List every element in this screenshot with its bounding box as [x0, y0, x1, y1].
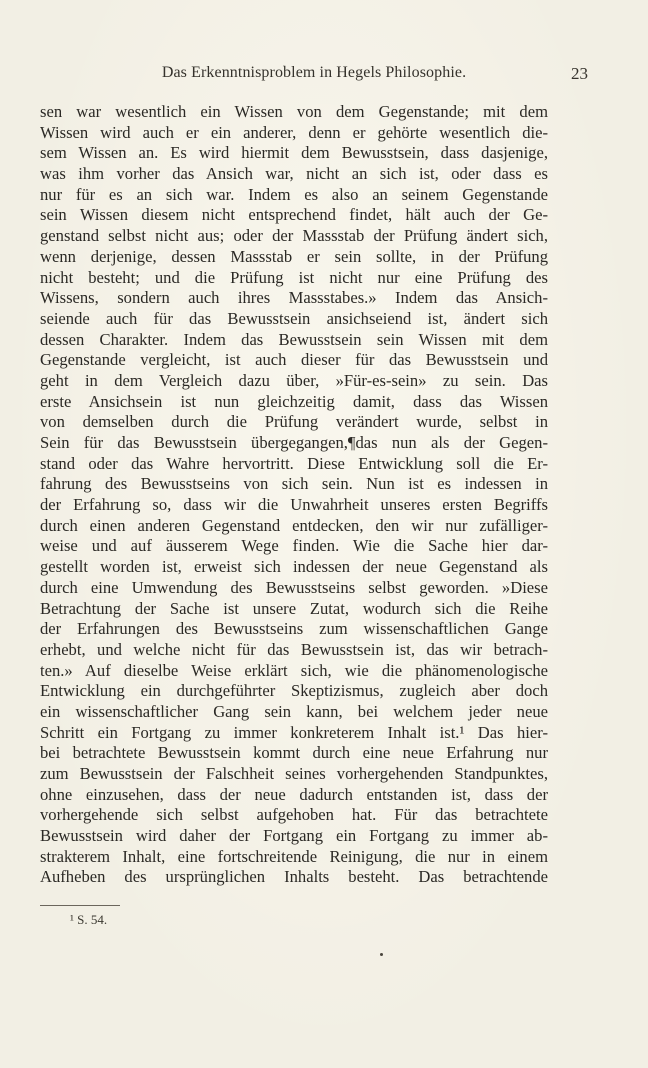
body-text — [40, 102, 548, 888]
text-line: fahrung des Bewusstseins von sich sein. Nun ist es indessen in — [40, 474, 548, 494]
text-line: was ihm vorher das Ansich war, nicht an sich ist, oder dass es — [40, 164, 548, 184]
text-line: bei betrachtete Bewusstsein kommt durch eine neue Erfahrung nur — [40, 743, 548, 763]
print-speck — [380, 953, 383, 956]
text-line: durch eine Umwendung des Bewusstseins selbst geworden. »Diese — [40, 577, 548, 597]
text-line: durch einen anderen Gegenstand entdecken, den wir nur zufälliger- — [40, 515, 548, 535]
text-line: erste Ansichsein ist nun gleichzeitig damit, dass das Wissen — [40, 391, 548, 411]
text-line: seiende auch für das Bewusstsein ansichseiend ist, ändert sich — [40, 308, 548, 328]
running-title: Das Erkenntnisproblem in Hegels Philosophie. — [161, 64, 467, 81]
text-line: ten.» Auf dieselbe Weise erklärt sich, wie die phänomenologische — [40, 660, 548, 680]
text-line: dessen Charakter. Indem das Bewusstsein sein Wissen mit dem — [40, 329, 548, 349]
text-line: wenn derjenige, dessen Massstab er sein sollte, in der Prüfung — [40, 246, 548, 266]
footnote-divider — [40, 905, 120, 906]
text-line: stand oder das Wahre hervortritt. Diese Entwicklung soll die Er- — [40, 453, 548, 473]
text-line: der Erfahrung so, dass wir die Unwahrheit unseres ersten Begriffs — [40, 495, 548, 515]
text-line: vorhergehende sich selbst aufgehoben hat. Für das betrachtete — [40, 805, 548, 825]
footnote: ¹ S. 54. — [70, 912, 108, 927]
text-line: sen war wesentlich ein Wissen von dem Gegenstande; mit dem — [40, 102, 548, 121]
text-line: Schritt ein Fortgang zu immer konkreterem Inhalt ist.¹ Das hier- — [40, 722, 548, 742]
text-line: Betrachtung der Sache ist unsere Zutat, wodurch sich die Reihe — [40, 598, 548, 618]
text-line: weise und auf äusserem Wege finden. Wie die Sache hier dar- — [40, 536, 548, 556]
text-line: Wissens, sondern auch ihres Massstabes.» Indem das Ansich- — [40, 288, 548, 308]
text-line: nur für es an sich war. Indem es also an seinem Gegenstande — [40, 184, 548, 204]
text-line: der Erfahrungen des Bewusstseins zum wissenschaftlichen Gange — [40, 619, 548, 639]
text-line: genstand selbst nicht aus; oder der Massstab der Prüfung ändert sich, — [40, 226, 548, 246]
text-line: strakterem Inhalt, eine fortschreitende Reinigung, die nur in einem — [40, 846, 548, 866]
text-line: Gegenstande vergleicht, ist auch dieser für das Bewusstsein und — [40, 350, 548, 370]
text-line: ohne einzusehen, dass der neue dadurch entstanden ist, dass der — [40, 784, 548, 804]
text-line: ein wissenschaftlicher Gang sein kann, bei welchem jeder neue — [40, 701, 548, 721]
page-header — [40, 64, 588, 90]
text-line: Entwicklung ein durchgeführter Skeptizismus, zugleich aber doch — [40, 681, 548, 701]
text-line: von demselben durch die Prüfung verändert wurde, selbst in — [40, 412, 548, 432]
text-line: Wissen wird auch er ein anderer, denn er gehörte wesentlich die- — [40, 122, 548, 142]
text-line: Sein für das Bewusstsein übergegangen,¶das nun als der Gegen- — [40, 433, 548, 452]
text-line: sein Wissen diesem nicht entsprechend findet, hält auch der Ge- — [40, 205, 548, 225]
page-number: 23 — [571, 64, 588, 83]
text-line: nicht besteht; und die Prüfung ist nicht nur eine Prüfung des — [40, 267, 548, 287]
text-line: geht in dem Vergleich dazu über, »Für-es-sein» zu sein. Das — [40, 370, 548, 390]
text-line: Bewusstsein wird daher der Fortgang ein Fortgang zu immer ab- — [40, 826, 548, 846]
text-line: Aufheben des ursprünglichen Inhalts besteht. Das betrachtende — [40, 867, 548, 887]
text-line: erhebt, und welche nicht für das Bewusstsein ist, das wir betrach- — [40, 639, 548, 659]
text-line: sem Wissen an. Es wird hiermit dem Bewusstsein, dass dasjenige, — [40, 143, 548, 163]
text-line: zum Bewusstsein der Falschheit seines vorhergehenden Standpunktes, — [40, 764, 548, 783]
text-line: gestellt worden ist, erweist sich indessen der neue Gegenstand als — [40, 557, 548, 577]
